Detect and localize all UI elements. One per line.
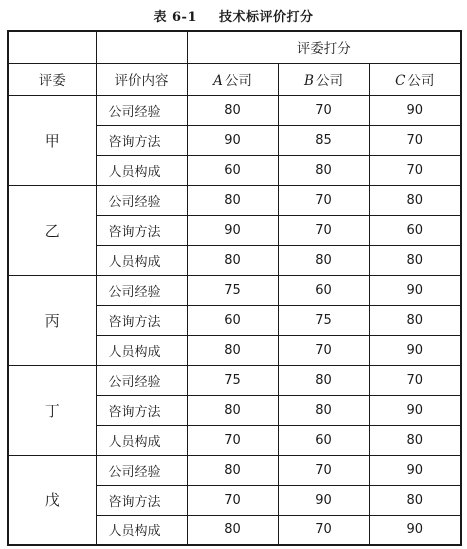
score-cell-company-c: 70 [369, 365, 461, 395]
score-cell-company-c: 90 [369, 335, 461, 365]
score-cell-company-c: 80 [369, 425, 461, 455]
score-cell-company-a: 80 [187, 335, 278, 365]
header-row-columns [8, 63, 461, 95]
score-cell-company-b: 60 [278, 275, 369, 305]
score-cell-company-a: 80 [187, 515, 278, 545]
criterion-cell: 人员构成 [96, 335, 187, 365]
header-judge: 评委 [8, 63, 96, 95]
score-cell-company-b: 90 [278, 485, 369, 515]
header-judge-scores: 评委打分 [187, 31, 461, 63]
score-cell-company-a: 75 [187, 275, 278, 305]
score-table [7, 30, 462, 546]
table-caption [0, 6, 467, 25]
score-cell-company-a: 75 [187, 365, 278, 395]
score-cell-company-b: 70 [278, 95, 369, 125]
judge-cell: 甲 [8, 95, 96, 185]
score-cell-company-a: 90 [187, 125, 278, 155]
criterion-cell: 公司经验 [96, 365, 187, 395]
table-row [8, 455, 461, 485]
score-cell-company-a: 60 [187, 305, 278, 335]
score-cell-company-c: 90 [369, 515, 461, 545]
criterion-cell: 公司经验 [96, 185, 187, 215]
company-b-letter: B [304, 73, 314, 89]
score-cell-company-c: 60 [369, 215, 461, 245]
score-cell-company-c: 90 [369, 95, 461, 125]
score-table-body [8, 31, 461, 545]
score-cell-company-a: 90 [187, 215, 278, 245]
company-c-suffix: 公司 [407, 73, 435, 89]
score-cell-company-a: 80 [187, 95, 278, 125]
criterion-cell: 咨询方法 [96, 125, 187, 155]
score-cell-company-b: 70 [278, 455, 369, 485]
score-cell-company-b: 80 [278, 365, 369, 395]
header-company-c [369, 63, 461, 95]
header-blank-judge [8, 31, 96, 63]
table-row [8, 95, 461, 125]
score-cell-company-c: 80 [369, 185, 461, 215]
score-cell-company-c: 90 [369, 395, 461, 425]
criterion-cell: 咨询方法 [96, 485, 187, 515]
company-c-letter: C [395, 73, 406, 89]
score-cell-company-c: 80 [369, 245, 461, 275]
header-company-a [187, 63, 278, 95]
table-number: 表 6-1 [153, 10, 197, 25]
score-cell-company-a: 70 [187, 485, 278, 515]
judge-cell: 丙 [8, 275, 96, 365]
score-cell-company-c: 90 [369, 455, 461, 485]
score-cell-company-a: 80 [187, 185, 278, 215]
score-cell-company-b: 75 [278, 305, 369, 335]
score-cell-company-b: 85 [278, 125, 369, 155]
company-a-letter: A [213, 73, 223, 89]
criterion-cell: 人员构成 [96, 425, 187, 455]
criterion-cell: 公司经验 [96, 455, 187, 485]
criterion-cell: 公司经验 [96, 275, 187, 305]
criterion-cell: 人员构成 [96, 515, 187, 545]
score-cell-company-b: 80 [278, 395, 369, 425]
table-title: 技术标评价打分 [219, 10, 314, 25]
score-cell-company-c: 80 [369, 485, 461, 515]
judge-cell: 丁 [8, 365, 96, 455]
company-b-suffix: 公司 [315, 73, 343, 89]
header-item: 评价内容 [96, 63, 187, 95]
judge-cell: 戊 [8, 455, 96, 545]
table-row [8, 185, 461, 215]
judge-cell: 乙 [8, 185, 96, 275]
score-cell-company-a: 70 [187, 425, 278, 455]
score-cell-company-c: 70 [369, 125, 461, 155]
score-cell-company-b: 80 [278, 155, 369, 185]
criterion-cell: 咨询方法 [96, 395, 187, 425]
score-cell-company-b: 70 [278, 515, 369, 545]
score-cell-company-a: 80 [187, 455, 278, 485]
score-cell-company-b: 70 [278, 335, 369, 365]
criterion-cell: 咨询方法 [96, 305, 187, 335]
criterion-cell: 人员构成 [96, 155, 187, 185]
score-cell-company-c: 90 [369, 275, 461, 305]
header-row-top [8, 31, 461, 63]
header-blank-item [96, 31, 187, 63]
criterion-cell: 咨询方法 [96, 215, 187, 245]
score-cell-company-b: 80 [278, 245, 369, 275]
score-cell-company-b: 60 [278, 425, 369, 455]
score-cell-company-a: 60 [187, 155, 278, 185]
score-cell-company-b: 70 [278, 185, 369, 215]
table-row [8, 365, 461, 395]
score-cell-company-b: 70 [278, 215, 369, 245]
table-row [8, 275, 461, 305]
company-a-suffix: 公司 [224, 73, 252, 89]
score-cell-company-a: 80 [187, 395, 278, 425]
header-company-b [278, 63, 369, 95]
criterion-cell: 人员构成 [96, 245, 187, 275]
criterion-cell: 公司经验 [96, 95, 187, 125]
score-cell-company-a: 80 [187, 245, 278, 275]
score-cell-company-c: 80 [369, 305, 461, 335]
score-cell-company-c: 70 [369, 155, 461, 185]
